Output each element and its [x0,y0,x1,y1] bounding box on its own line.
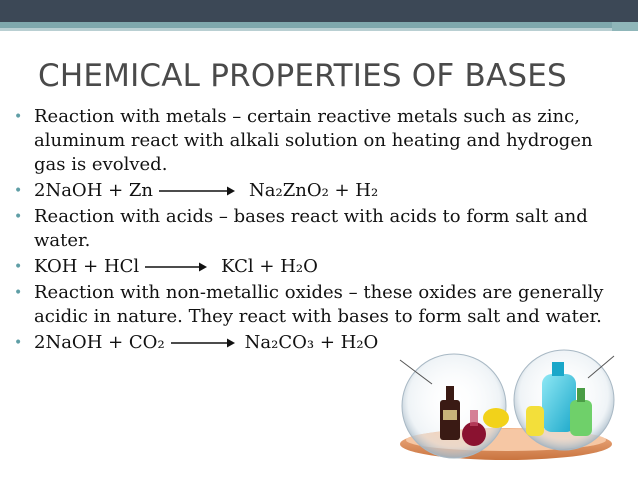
reaction-metals-text: Reaction with metals – certain reactive metals such as zinc, aluminum react with alkali solution on heating and hydrogen gas is evolved. [34,106,593,175]
bullet-icon: • [14,209,23,225]
list-item [14,179,626,203]
header-stripe-light [0,28,638,31]
equation-hcl [34,255,626,279]
list-item [14,255,626,279]
equation-left: 2NaOH + Zn [34,180,154,201]
list-item [14,205,626,253]
arrow-right-icon [169,337,235,349]
header-band [0,0,638,22]
reaction-oxides-text: Reaction with non-metallic oxides – these oxides are generally acidic in nature. They react with bases to form salt and water. [34,282,604,327]
equation-right: KCl + H₂O [221,256,318,277]
bullet-icon: • [14,109,23,125]
list-item [14,281,626,329]
equation-left: KOH + HCl [34,256,140,277]
bullet-icon: • [14,259,23,275]
arrow-right-icon [157,185,235,197]
chemistry-bottles-illustration [392,348,624,472]
header-notch [612,22,638,31]
bullet-icon: • [14,335,23,351]
list-item [14,105,626,177]
equation-zinc [34,179,626,203]
equation-right: Na₂CO₃ + H₂O [244,332,379,353]
slide-title: CHEMICAL PROPERTIES OF BASES [38,58,567,94]
bullet-icon: • [14,183,23,199]
bullet-list [14,105,626,355]
equation-right: Na₂ZnO₂ + H₂ [249,180,379,201]
arrow-right-icon [143,261,207,273]
bullet-icon: • [14,285,23,301]
equation-left: 2NaOH + CO₂ [34,332,165,353]
reaction-acids-text: Reaction with acids – bases react with acids to form salt and water. [34,206,588,251]
